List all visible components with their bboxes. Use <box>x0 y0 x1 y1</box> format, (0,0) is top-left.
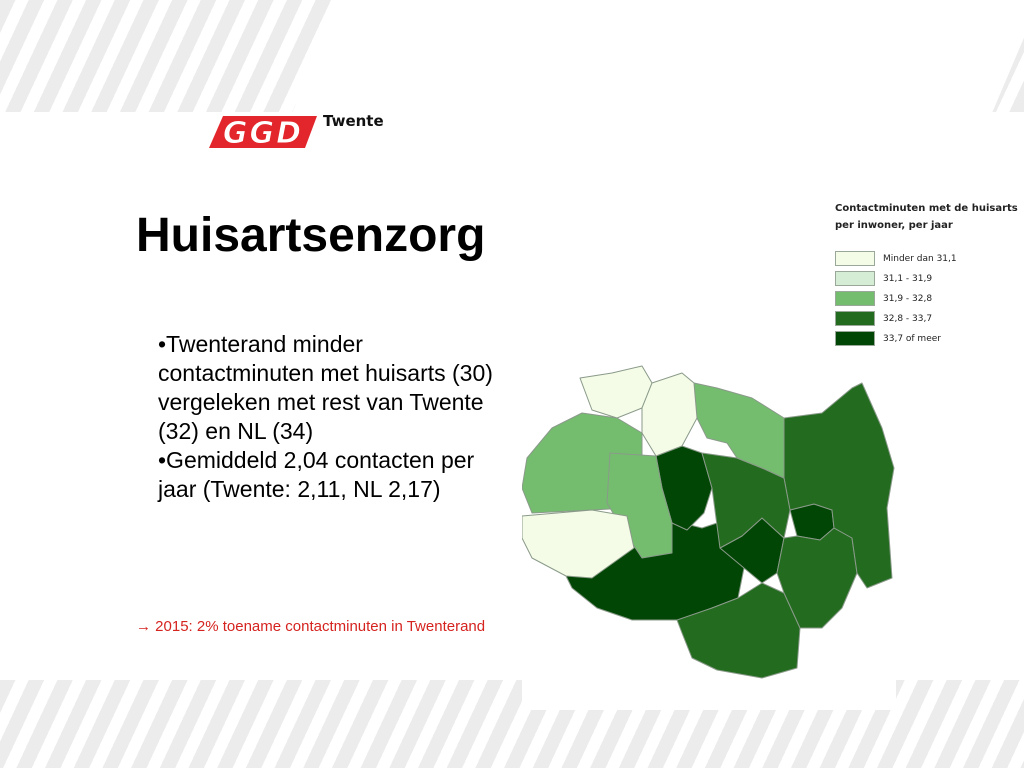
svg-text:GGD: GGD <box>222 116 304 151</box>
legend-label: 31,1 - 31,9 <box>883 273 933 284</box>
legend-swatch <box>835 251 875 266</box>
slide-title: Huisartsenzorg <box>136 209 486 262</box>
legend-label: 32,8 - 33,7 <box>883 313 933 324</box>
ggd-logo-mark <box>209 110 321 152</box>
bullet-list <box>158 330 498 504</box>
legend-item <box>835 270 1020 287</box>
legend-swatch <box>835 271 875 286</box>
legend-item <box>835 250 1020 267</box>
legend-title: Contactminuten met de huisarts per inwoner, per jaar <box>835 203 1018 231</box>
legend-label: 33,7 of meer <box>883 333 941 344</box>
region-north <box>580 366 652 418</box>
legend-label: Minder dan 31,1 <box>883 253 957 264</box>
map-legend <box>835 200 1020 350</box>
legend-item <box>835 310 1020 327</box>
legend-swatch <box>835 291 875 306</box>
bullet-item: •Twenterand minder contactminuten met huisarts (30) vergeleken met rest van Twente (32) en NL (34) <box>158 331 493 444</box>
legend-swatch <box>835 331 875 346</box>
trend-note: → 2015: 2% toename contactminuten in Twenterand <box>136 618 486 635</box>
legend-item <box>835 330 1020 347</box>
legend-swatch <box>835 311 875 326</box>
ggd-twente-logo <box>209 110 399 152</box>
top-decorative-stripes <box>0 0 1024 112</box>
logo-twente-text: Twente <box>323 112 384 130</box>
bullet-item: •Gemiddeld 2,04 contacten per jaar (Twente: 2,11, NL 2,17) <box>158 447 475 502</box>
legend-item <box>835 290 1020 307</box>
legend-label: 31,9 - 32,8 <box>883 293 933 304</box>
